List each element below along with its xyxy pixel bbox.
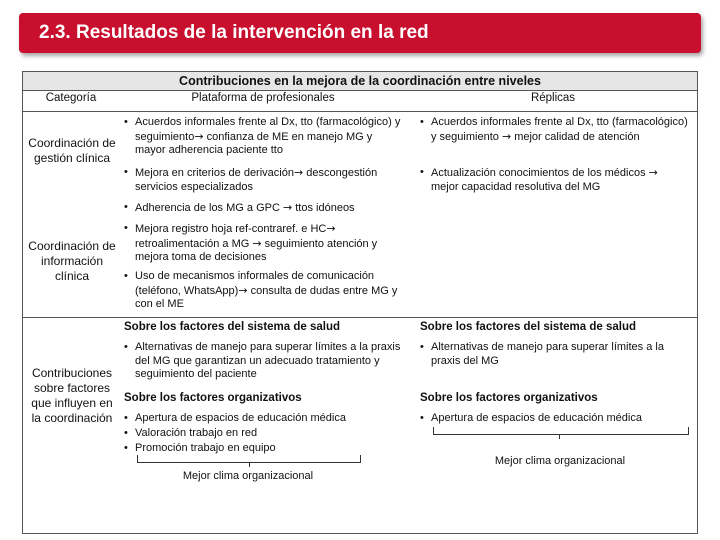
platform-system-item-1: • Alternativas de manejo para superar límites a la praxis del MG que garantizan un adecuado tratamiento y seguimiento del paciente [124, 341, 401, 380]
slide-title: 2.3. Resultados de la intervención en la red [39, 22, 429, 43]
platform-brace [137, 455, 361, 463]
replicas-org-heading: Sobre los factores organizativos [420, 392, 598, 404]
platform-org-item-3: • Promoción trabajo en equipo [124, 442, 276, 454]
replicas-org-item-1: • Apertura de espacios de educación médica [420, 412, 642, 424]
replicas-gestion-item-1: • Acuerdos informales frente al Dx, tto (farmacológico) y seguimiento → mejor calidad de atención [420, 116, 688, 143]
platform-brace-label: Mejor clima organizacional [182, 470, 314, 482]
arrow-icon: → [501, 129, 512, 143]
bullet: • [124, 166, 128, 178]
bullet: • [124, 222, 128, 234]
bullet: • [124, 427, 128, 439]
arrow-icon: → [648, 166, 658, 179]
bullet: • [420, 341, 424, 353]
arrow-icon: → [282, 201, 293, 214]
platform-org-item-2: • Valoración trabajo en red [124, 427, 258, 439]
platform-info-item-3: • Uso de mecanismos informales de comunicación (teléfono, WhatsApp)→ consulta de dudas entre MG y con el ME [124, 270, 398, 310]
platform-org-heading: Sobre los factores organizativos [124, 392, 302, 404]
arrow-icon: → [194, 129, 204, 143]
platform-system-heading: Sobre los factores del sistema de salud [124, 321, 341, 333]
divider-factores [23, 317, 697, 318]
replicas-gestion-item-2: • Actualización conocimientos de los médicos → mejor capacidad resolutiva del MG [420, 166, 658, 193]
table-title: Contribuciones en la mejora de la coordinación entre niveles [23, 72, 697, 91]
platform-org-item-1: • Apertura de espacios de educación médica [124, 412, 346, 424]
coordination-table [22, 71, 698, 534]
category-gestion: Coordinación de gestión clínica [28, 136, 116, 165]
bullet: • [124, 442, 128, 454]
bullet: • [420, 116, 424, 128]
header-category: Categoría [45, 92, 97, 104]
bullet: • [124, 201, 128, 213]
bullet: • [124, 116, 128, 128]
platform-gestion-item-1: • Acuerdos informales frente al Dx, tto (farmacológico) y seguimiento→ confianza de ME en manejo MG y mayor adherencia paciente tto [124, 116, 401, 156]
arrow-icon: → [326, 222, 336, 235]
bullet: • [124, 341, 128, 353]
header-platform: Plataforma de profesionales [191, 92, 335, 104]
bullet: • [420, 166, 424, 178]
category-informacion: Coordinación de información clínica [28, 239, 116, 283]
platform-info-item-1: • Adherencia de los MG a GPC → ttos idóneos [124, 201, 355, 214]
bullet: • [124, 270, 128, 282]
platform-brace-tip [249, 463, 250, 467]
arrow-icon: → [238, 283, 248, 297]
replicas-brace-label: Mejor clima organizacional [494, 455, 626, 467]
arrow-icon: → [252, 236, 262, 250]
platform-info-item-2: • Mejora registro hoja ref-contraref. e HC→ retroalimentación a MG → seguimiento atención y mejora toma de decisiones [124, 222, 378, 263]
bullet: • [124, 412, 128, 424]
replicas-brace-tip [559, 435, 560, 439]
platform-gestion-item-2: • Mejora en criterios de derivación→ descongestión servicios especializados [124, 166, 378, 193]
arrow-icon: → [293, 166, 304, 179]
category-factores: Contribuciones sobre factores que influyen en la coordinación [31, 366, 113, 425]
divider-header [23, 111, 697, 112]
slide-title-bar [19, 13, 701, 53]
replicas-system-item-1: • Alternativas de manejo para superar límites a la praxis del MG [420, 341, 664, 367]
replicas-system-heading: Sobre los factores del sistema de salud [420, 321, 637, 333]
bullet: • [420, 412, 424, 424]
header-replicas: Réplicas [530, 92, 576, 104]
replicas-brace [433, 427, 689, 435]
